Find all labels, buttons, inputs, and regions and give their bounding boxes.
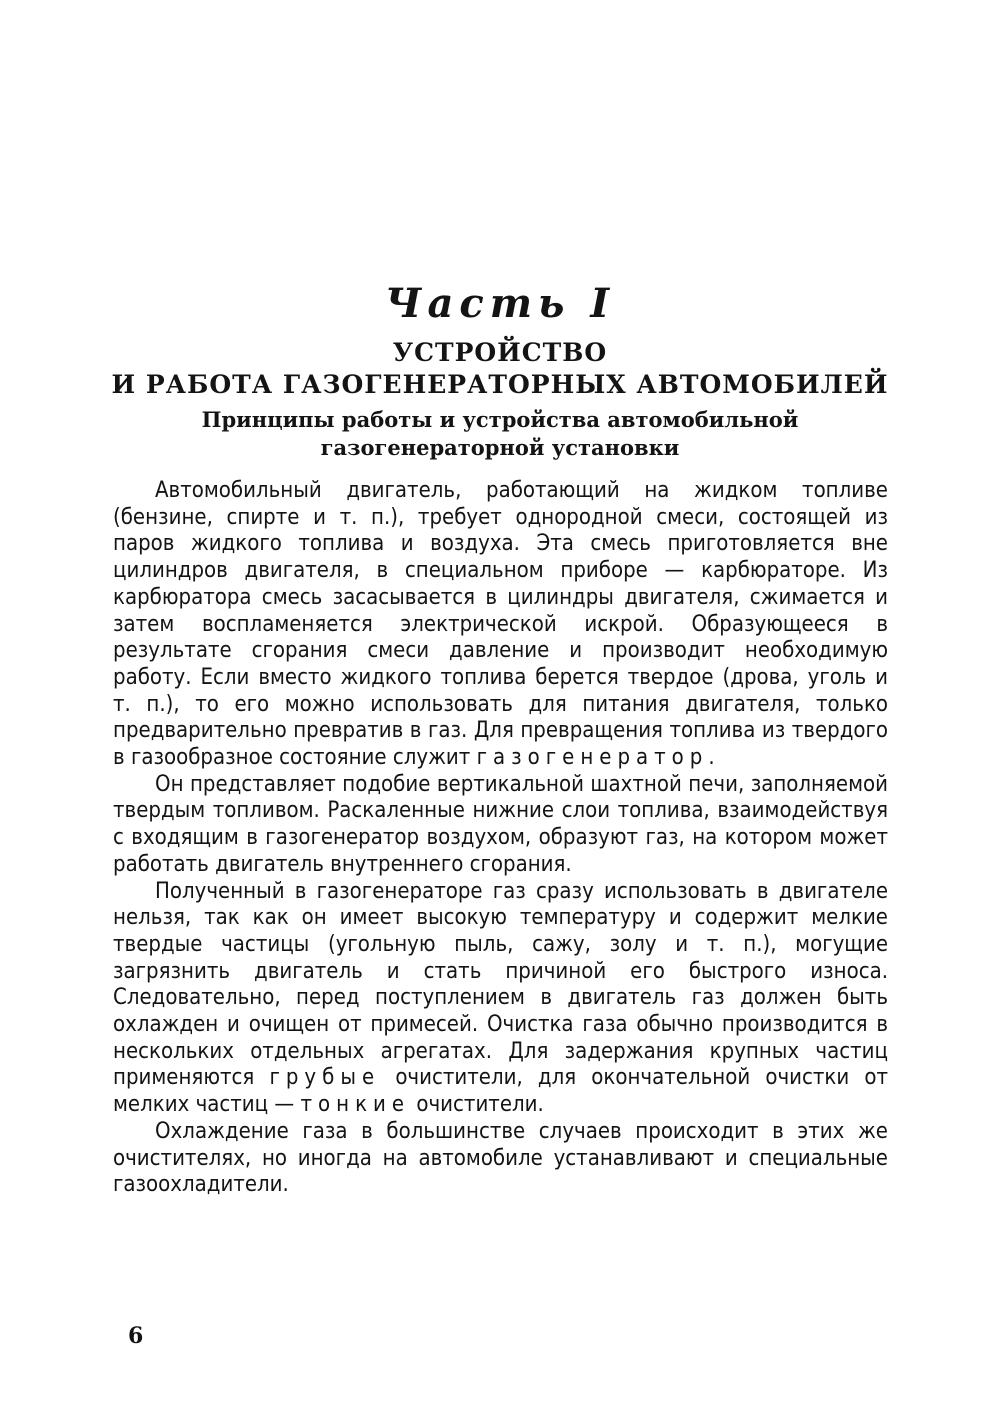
term-gas-generator: газогенератор — [476, 745, 709, 771]
paragraph-1 — [113, 478, 888, 772]
paragraph-2: Он представляет подобие вертикальной шахтной печи, заполняемой твердым топливом. Раскаленные нижние слои топлива, взаимодействуя с входящим в газогенератор воздухом, образуют газ, на котором может работать двигатель внутреннего сгорания. — [113, 771, 888, 877]
body-text — [113, 478, 888, 1199]
paragraph-4: Охлаждение газа в большинстве случаев происходит в этих же очистителях, но иногда на автомобиле устанавливают и специальные газоохладители. — [113, 1118, 888, 1198]
section-title — [0, 337, 1000, 401]
term-coarse: грубые — [269, 1065, 381, 1091]
subsection-title-line1: Принципы работы и устройства автомобильной — [201, 407, 799, 432]
term-fine: тонкие — [300, 1092, 411, 1118]
subsection-title — [0, 406, 1000, 462]
paragraph-3 — [113, 879, 888, 1119]
paragraph-1-text: Автомобильный двигатель, работающий на жидком топливе (бензине, спирте и т. п.), требует однородной смеси, состоящей из паров жидкого топлива и воздуха. Эта смесь приготовляется вне цилиндров двигателя, в специальном приборе — карбюраторе. Из карбюратора смесь засасывается в цилиндры двигателя, сжимается и затем воспламеняется электрической искрой. Образующееся в результате сгорания смеси давление и производит необходимую работу. Если вместо жидкого топлива берется твердое (дрова, уголь и т. п.), то его можно использовать для питания двигателя, только предварительно превратив в газ. Для превращения топлива из твердого в газообразное состояние служит — [113, 478, 888, 771]
page-number: 6 — [128, 1323, 144, 1349]
subsection-title-line2: газогенераторной установки — [320, 435, 680, 460]
paragraph-3-text: Полученный в газогенераторе газ сразу использовать в двигателе нельзя, так как он имеет высокую температуру и содержит мелкие твердые частицы (угольную пыль, сажу, золу и т. п.), могущие загрязнить двигатель и стать причиной его быстрого износа. Следовательно, перед поступлением в двигатель газ должен быть охлажден и очищен от примесей. Очистка газа обычно производится в нескольких отдельных агрегатах. Для задержания крупных частиц применяются — [113, 878, 888, 1091]
paragraph-3-middle: очистители, для окончательной очистки от мелких частиц — — [113, 1065, 889, 1118]
section-title-line1: УСТРОЙСТВО — [392, 338, 608, 367]
paragraph-3-end: очистители. — [410, 1092, 544, 1118]
part-title: Часть I — [384, 280, 616, 327]
paragraph-1-end: . — [708, 745, 715, 771]
section-title-line2: И РАБОТА ГАЗОГЕНЕРАТОРНЫХ АВТОМОБИЛЕЙ — [111, 370, 889, 399]
